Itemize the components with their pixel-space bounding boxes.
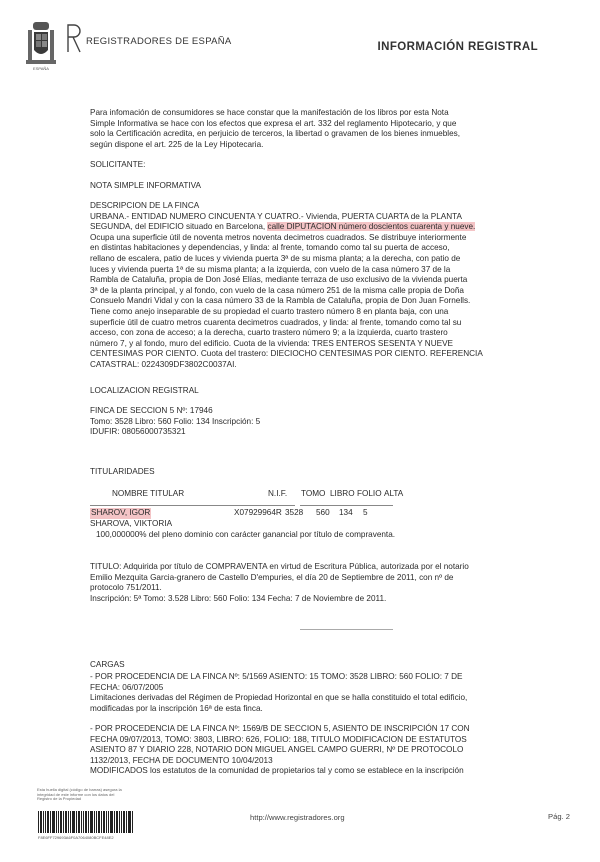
titularidades-header-row [90,489,550,500]
column-folio: FOLIO [357,489,382,498]
descripcion-text: SEGUNDA, del EDIFICIO situado en Barcelona, [90,222,268,232]
descripcion-line: CATASTRAL: 0224309DF3802C0037AI. [90,359,237,369]
descripcion-line: Rambla de Cataluña, propia de Don José Elías, mediante terraza de uso exclusivo de la vivienda puerta [90,275,468,285]
idufir: IDUFIR: 08056000735321 [90,427,186,437]
cargas-block [90,724,470,777]
table-divider [300,505,393,506]
cargas-line: FECHA: 06/07/2005 [90,682,164,692]
column-alta: ALTA [384,489,404,498]
titulo-line: Emilio Mezquita Garcia-granero de Castello D'empuries, el día 20 de Septiembre de 2011, con nº de [90,572,454,582]
descripcion-section [90,201,483,371]
solicitante-label: SOLICITANTE: [90,160,146,169]
dominio-text: 100,000000% del pleno dominio con carácter ganancial por título de compraventa. [96,530,396,539]
brand-name: REGISTRADORES DE ESPAÑA [86,36,232,47]
titulo-line: Inscripción: 5ª Tomo: 3.528 Libro: 560 Folio: 134 Fecha: 7 de Noviembre de 2011. [90,593,387,603]
owner-name: SHAROV, IGOR [91,508,151,517]
titulo-line: protocolo 751/2011. [90,583,162,593]
descripcion-line: rellano de escalera, patio de luces y vivienda puerta 3ª de su misma planta; a la derecha, con patio de [90,253,461,263]
barcode-text: F8E6FF729693A6F0A7064080BCFE48E2 [38,835,114,840]
owner-folio: 134 [339,508,353,517]
descripcion-line: en distintas habitaciones y dependencias, y linda: al frente, tomando como tal su puerta de acceso, [90,243,450,253]
descripcion-line: Ocupa una superficie útil de noventa metros noventa decimetros cuadrados. Se distribuye interiormente [90,232,467,242]
owner-alta: 5 [363,508,368,517]
table-row: SHAROVA, VIKTORIA [90,519,173,528]
document-title: INFORMACIÓN REGISTRAL [377,41,538,53]
column-nif: N.I.F. [268,489,288,498]
cargas-block [90,672,467,714]
cargas-line: - POR PROCEDENCIA DE LA FINCA Nº: 1569/B DE SECCION 5, ASIENTO DE INSCRIPCIÓN 17 CON [90,724,470,733]
cargas-line: 1132/2013, FECHA DE DOCUMENTO 10/04/2013 [90,755,273,765]
titulo-section [90,562,469,604]
column-tomo: TOMO [301,489,326,498]
intro-line: solo la Certificación acredita, en perjuicio de terceros, la libertad o gravamen de los bienes inmuebles, [90,129,461,139]
intro-line: según dispone el art. 225 de la Ley Hipotecaria. [90,139,264,149]
intro-line: Simple Informativa se hace con los efectos que expresa el art. 332 del reglamento Hipotecario, y que [90,118,457,128]
intro-line: Para infomación de consumidores se hace constar que la manifestación de los libros por esta Nota [90,108,449,117]
descripcion-line: CENTESIMAS POR CIENTO. Cuota del trastero: DIECIOCHO CENTESIMAS POR CIENTO. REFERENCIA [90,349,483,359]
finca-number: FINCA DE SECCION 5 Nº: 17946 [90,406,213,415]
titularidades-heading: TITULARIDADES [90,467,155,476]
cargas-line: FECHA 09/07/2013, TOMO: 3803, LIBRO: 626, FOLIO: 188, TITULO MODIFICACION DE ESTATUTOS [90,734,467,744]
cargas-line: MODIFICADOS los estatutos de la comunidad de propietarios tal y como se establece en la inscripción [90,766,464,776]
descripcion-line [90,222,483,233]
cargas-line: Limitaciones derivadas del Régimen de Propiedad Horizontal en que se halla constituido el total edificio, [90,693,468,703]
intro-paragraph [90,108,460,150]
table-row [90,508,550,519]
barcode-icon [38,811,134,833]
nota-simple-label: NOTA SIMPLE INFORMATIVA [90,181,201,190]
cargas-heading: CARGAS [90,660,125,669]
separator-line [300,629,393,630]
descripcion-line: superficie útil de cuatro metros cuarenta decimetros cuadrados, y linda: al frente, tomando como tal su [90,317,462,327]
owner-libro: 560 [316,508,330,517]
coat-of-arms-icon [24,20,58,72]
cargas-line: modificadas por la inscripción 16ª de esta finca. [90,703,263,713]
descripcion-line: 3ª de la planta principal, y al fondo, con vuelo de la casa número 251 de la misma calle propia de Doña [90,285,464,295]
cargas-line: ASIENTO 87 Y DIARIO 228, NOTARIO DON MIGUEL ANGEL CAMPO GUERRI, Nº DE PROTOCOLO [90,745,464,755]
descripcion-line: acceso, con zona de acceso; a la derecha, cuarto trastero número 9; a la izquierda, cuarto trastero [90,328,448,338]
cargas-line: - POR PROCEDENCIA DE LA FINCA Nº: 5/1569 ASIENTO: 15 TOMO: 3528 LIBRO: 560 FOLIO: 7 DE [90,672,463,681]
highlighted-address: calle DIPUTACION número doscientos cuarenta y nueve. [267,222,476,232]
column-nombre: NOMBRE TITULAR [112,489,185,498]
localizacion-heading: LOCALIZACION REGISTRAL [90,386,199,395]
column-libro: LIBRO [330,489,355,498]
owner-tomo: 3528 [285,508,304,517]
localizacion-details [90,406,260,438]
titulo-line: TITULO: Adquirida por título de COMPRAVENTA en virtud de Escritura Pública, autorizada por el notario [90,562,469,571]
descripcion-line: Consuelo Mandri Vidal y con la casa número 33 de la Rambla de Cataluña, propia de Don Juan Fornells. [90,296,471,306]
page-number: Pág. 2 [548,812,570,821]
descripcion-line: Tiene como anejo inseparable de su propiedad el cuarto trastero número 8 en planta baja, con una [90,306,449,316]
table-divider [90,505,295,506]
footer-url[interactable]: http://www.registradores.org [250,813,345,822]
svg-text:ESPAÑA: ESPAÑA [33,66,49,71]
owner-nif: X07929964R [234,508,282,517]
registradores-r-logo-icon [66,22,82,54]
tomo-details: Tomo: 3528 Libro: 560 Folio: 134 Inscripción: 5 [90,416,261,426]
descripcion-line: número 7, y al fondo, muro del edificio. Cuota de la vivienda: TRES ENTEROS SESENTA Y NUEVE [90,338,453,348]
descripcion-line: luces y vivienda puerta 1ª de su misma planta; a la izquierda, con vuelo de la casa número 37 de la [90,264,451,274]
footer-note: Esta huella digital (código de barras) asegura la integridad de este informe con los datos del Registro de la Propiedad [37,787,122,802]
descripcion-heading: DESCRIPCION DE LA FINCA [90,201,200,210]
descripcion-line: URBANA.- ENTIDAD NUMERO CINCUENTA Y CUATRO.- Vivienda, PUERTA CUARTA de la PLANTA [90,211,463,221]
